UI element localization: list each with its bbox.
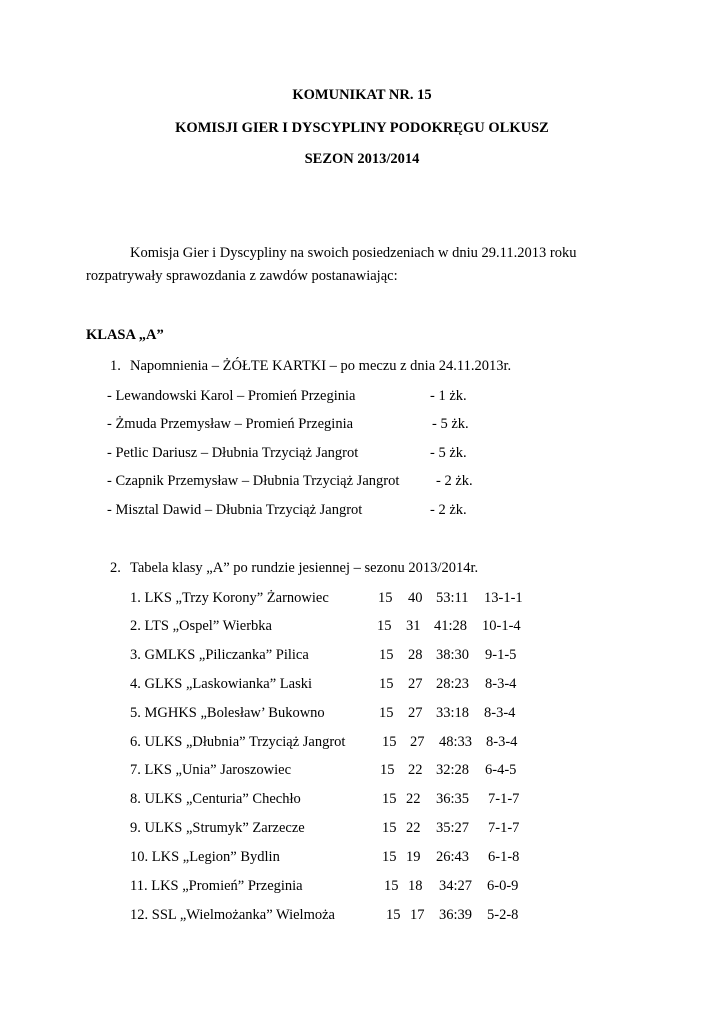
points-cell: 22 xyxy=(406,791,421,807)
goals-cell: 26:43 xyxy=(436,849,470,865)
points-cell: 22 xyxy=(406,820,421,836)
record-cell: 9-1-5 xyxy=(485,647,517,663)
intro-line-2: rozpatrywały sprawozdania z zawdów postanawiając: xyxy=(86,268,398,284)
table-row xyxy=(0,590,724,610)
record-cell: 13-1-1 xyxy=(484,590,523,606)
table-row xyxy=(0,762,724,782)
record-cell: 8-3-4 xyxy=(485,676,517,692)
table-row xyxy=(0,849,724,869)
goals-cell: 33:18 xyxy=(436,705,470,721)
item-1-number: 1. xyxy=(110,358,121,374)
record-cell: 8-3-4 xyxy=(486,734,518,750)
goals-cell: 34:27 xyxy=(439,878,473,894)
goals-cell: 36:35 xyxy=(436,791,470,807)
item-1-text: Napomnienia – ŻÓŁTE KARTKI – po meczu z dnia 24.11.2013r. xyxy=(130,358,512,374)
item-2-number: 2. xyxy=(110,560,121,576)
card-row xyxy=(0,416,724,436)
doc-subtitle: KOMISJI GIER I DYSCYPLINY PODOKRĘGU OLKUSZ xyxy=(175,120,549,136)
goals-cell: 53:11 xyxy=(436,590,469,606)
table-row xyxy=(0,647,724,667)
points-cell: 22 xyxy=(408,762,423,778)
card-player: - Czapnik Przemysław – Dłubnia Trzyciąż Jangrot xyxy=(107,473,400,489)
team-cell: 9. ULKS „Strumyk” Zarzecze xyxy=(130,820,305,836)
matches-cell: 15 xyxy=(378,590,393,606)
goals-cell: 41:28 xyxy=(434,618,468,634)
table-row xyxy=(0,907,724,927)
team-cell: 11. LKS „Promień” Przeginia xyxy=(130,878,303,894)
card-count: - 2 żk. xyxy=(436,473,473,489)
matches-cell: 15 xyxy=(379,647,394,663)
card-row xyxy=(0,388,724,408)
card-player: - Żmuda Przemysław – Promień Przeginia xyxy=(107,416,354,432)
points-cell: 27 xyxy=(410,734,425,750)
card-row xyxy=(0,445,724,465)
record-cell: 7-1-7 xyxy=(488,791,520,807)
card-row xyxy=(0,473,724,493)
table-row xyxy=(0,705,724,725)
table-row xyxy=(0,676,724,696)
matches-cell: 15 xyxy=(379,705,394,721)
item-2-text: Tabela klasy „A” po rundzie jesiennej – sezonu 2013/2014r. xyxy=(130,560,479,576)
team-cell: 6. ULKS „Dłubnia” Trzyciąż Jangrot xyxy=(130,734,346,750)
table-row xyxy=(0,791,724,811)
record-cell: 8-3-4 xyxy=(484,705,516,721)
goals-cell: 28:23 xyxy=(436,676,470,692)
matches-cell: 15 xyxy=(382,734,397,750)
goals-cell: 35:27 xyxy=(436,820,470,836)
points-cell: 40 xyxy=(408,590,423,606)
card-row xyxy=(0,502,724,522)
points-cell: 27 xyxy=(408,676,423,692)
goals-cell: 38:30 xyxy=(436,647,470,663)
team-cell: 10. LKS „Legion” Bydlin xyxy=(130,849,280,865)
team-cell: 12. SSL „Wielmożanka” Wielmoża xyxy=(130,907,335,923)
card-player: - Misztal Dawid – Dłubnia Trzyciąż Jangrot xyxy=(107,502,363,518)
table-row xyxy=(0,618,724,638)
record-cell: 6-0-9 xyxy=(487,878,519,894)
matches-cell: 15 xyxy=(379,676,394,692)
record-cell: 6-1-8 xyxy=(488,849,520,865)
matches-cell: 15 xyxy=(386,907,401,923)
team-cell: 5. MGHKS „Bolesław’ Bukowno xyxy=(130,705,325,721)
table-row xyxy=(0,820,724,840)
table-row xyxy=(0,878,724,898)
team-cell: 3. GMLKS „Piliczanka” Pilica xyxy=(130,647,309,663)
card-player: - Petlic Dariusz – Dłubnia Trzyciąż Jangrot xyxy=(107,445,359,461)
record-cell: 5-2-8 xyxy=(487,907,519,923)
team-cell: 4. GLKS „Laskowianka” Laski xyxy=(130,676,313,692)
record-cell: 6-4-5 xyxy=(485,762,517,778)
matches-cell: 15 xyxy=(377,618,392,634)
team-cell: 2. LTS „Ospel” Wierbka xyxy=(130,618,272,634)
card-player: - Lewandowski Karol – Promień Przeginia xyxy=(107,388,356,404)
record-cell: 10-1-4 xyxy=(482,618,521,634)
goals-cell: 48:33 xyxy=(439,734,473,750)
doc-season: SEZON 2013/2014 xyxy=(304,151,420,167)
card-count: - 5 żk. xyxy=(430,445,467,461)
matches-cell: 15 xyxy=(382,791,397,807)
section-title: KLASA „A” xyxy=(86,327,164,343)
matches-cell: 15 xyxy=(380,762,395,778)
points-cell: 19 xyxy=(406,849,421,865)
goals-cell: 36:39 xyxy=(439,907,473,923)
record-cell: 7-1-7 xyxy=(488,820,520,836)
points-cell: 17 xyxy=(410,907,425,923)
points-cell: 18 xyxy=(408,878,423,894)
points-cell: 27 xyxy=(408,705,423,721)
team-cell: 8. ULKS „Centuria” Chechło xyxy=(130,791,301,807)
points-cell: 31 xyxy=(406,618,421,634)
team-cell: 7. LKS „Unia” Jaroszowiec xyxy=(130,762,292,778)
card-count: - 2 żk. xyxy=(430,502,467,518)
intro-line-1: Komisja Gier i Dyscypliny na swoich posiedzeniach w dniu 29.11.2013 roku xyxy=(130,245,577,261)
points-cell: 28 xyxy=(408,647,423,663)
goals-cell: 32:28 xyxy=(436,762,470,778)
matches-cell: 15 xyxy=(382,849,397,865)
card-count: - 1 żk. xyxy=(430,388,467,404)
table-row xyxy=(0,734,724,754)
matches-cell: 15 xyxy=(384,878,399,894)
matches-cell: 15 xyxy=(382,820,397,836)
team-cell: 1. LKS „Trzy Korony” Żarnowiec xyxy=(130,590,329,606)
doc-title: KOMUNIKAT NR. 15 xyxy=(292,87,432,103)
card-count: - 5 żk. xyxy=(432,416,469,432)
